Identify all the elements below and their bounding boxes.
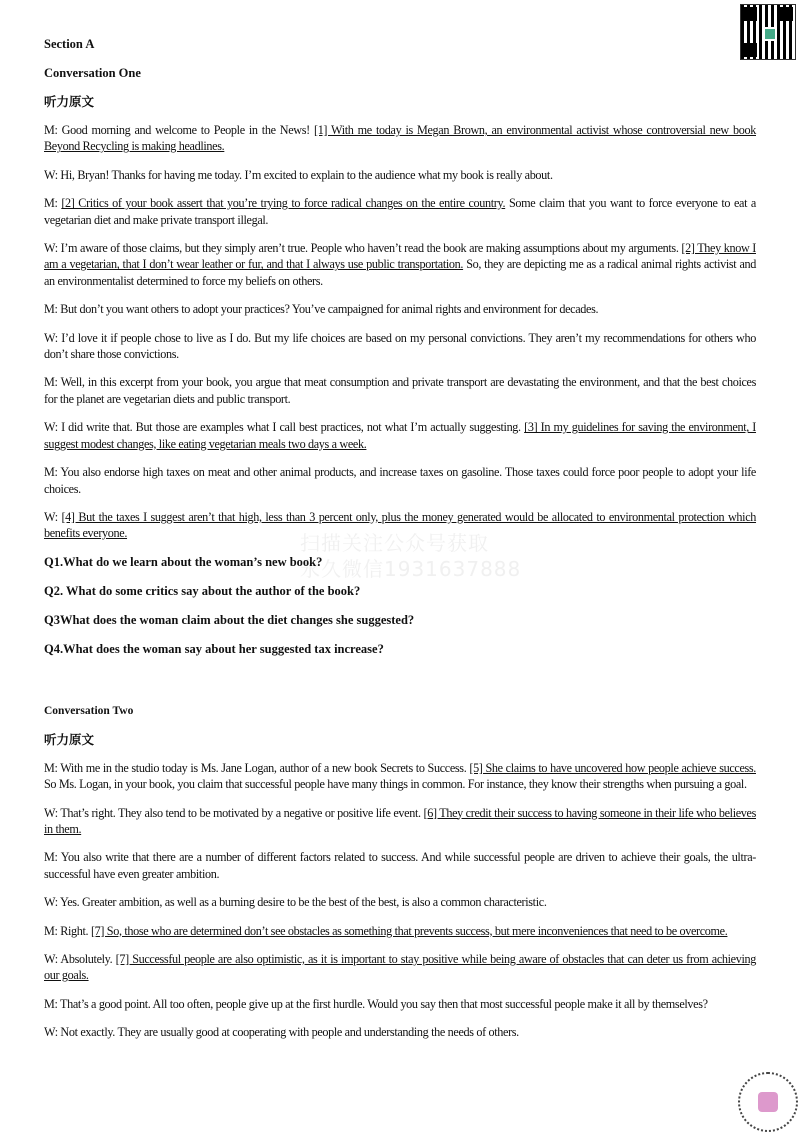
c2-paragraph-7: M: That’s a good point. All too often, people give up at the first hurdle. Would you say then that most successful people make it all by themselves? [44, 996, 708, 1011]
c2-paragraph-5: M: Right. [7] So, those who are determined don’t see obstacles as something that prevents success, but mere inconveniences that need to be overcome. [44, 923, 728, 938]
document-body [44, 36, 756, 1041]
c1-paragraph-6: W: I’d love it if people chose to live as I do. But my life choices are based on my personal convictions. They aren’t my recommendations for others who don’t share those convictions. [44, 330, 756, 362]
conversation-two-title: Conversation Two [44, 704, 134, 717]
c1-paragraph-10: W: [4] But the taxes I suggest aren’t that high, less than 3 percent only, plus the money generated would be allocated to environmental protection which benefits everyone. [44, 509, 757, 541]
c2-paragraph-1: M: With me in the studio today is Ms. Jane Logan, author of a new book Secrets to Success. [5] She claims to have uncovered how people achieve success. So Ms. Logan, in your book, you claim that successful people have many things in common. For instance, they know their strengths when pursuing a goal. [44, 760, 756, 792]
question-1: Q1.What do we learn about the woman’s new book? [44, 554, 323, 569]
c2-paragraph-4: W: Yes. Greater ambition, as well as a burning desire to be the best of the best, is also a common characteristic. [44, 895, 547, 910]
section-heading: Section A [44, 37, 95, 51]
c1-paragraph-2: W: Hi, Bryan! Thanks for having me today. I’m excited to explain to the audience what my book is really about. [44, 167, 553, 182]
c1-paragraph-3: M: [2] Critics of your book assert that you’re trying to force radical changes on the entire country. Some claim that you want to force everyone to eat a vegetarian diet and make private transport illegal. [44, 196, 756, 227]
question-2: Q2. What do some critics say about the author of the book? [44, 583, 361, 598]
mini-program-code [738, 1072, 798, 1132]
conversation-one-title: Conversation One [44, 66, 141, 80]
question-3: Q3What does the woman claim about the diet changes she suggested? [44, 612, 415, 627]
transcript-label-2: 听力原文 [44, 732, 95, 747]
c1-paragraph-5: M: But don’t you want others to adopt your practices? You’ve campaigned for animal rights and environment for decades. [44, 302, 599, 317]
c2-paragraph-8: W: Not exactly. They are usually good at cooperating with people and understanding the needs of others. [44, 1025, 519, 1040]
c2-paragraph-6: W: Absolutely. [7] Successful people are also optimistic, as it is important to stay positive while being aware of obstacles that can deter us from achieving our goals. [44, 951, 756, 983]
c1-paragraph-1: M: Good morning and welcome to People in the News! [1] With me today is Megan Brown, an environmental activist whose controversial new book Beyond Recycling is making headlines. [44, 123, 756, 154]
c2-paragraph-2: W: That’s right. They also tend to be motivated by a negative or positive life event. [6] They credit their success to having someone in their life who believes in them. [44, 805, 756, 836]
c1-paragraph-9: M: You also endorse high taxes on meat and other animal products, and increase taxes on gasoline. Those taxes could force poor people to adopt your life choices. [44, 465, 756, 496]
c1-paragraph-8: W: I did write that. But those are examples what I call best practices, not what I’m actually suggesting. [3] In my guidelines for saving the environment, I suggest modest changes, like eating vegetarian meals two days a week. [44, 420, 757, 451]
question-4: Q4.What does the woman say about her suggested tax increase? [44, 641, 384, 656]
c2-paragraph-3: M: You also write that there are a number of different factors related to success. And while successful people are driven to achieve their goals, the ultra-successful have even greater ambition. [44, 850, 756, 881]
transcript-label-1: 听力原文 [44, 95, 95, 109]
watermark-line1: 扫描关注公众号获取 [300, 531, 489, 555]
c1-paragraph-7: M: Well, in this excerpt from your book, you argue that meat consumption and private transport are devastating the environment, and that the best choices for the planet are vegetarian diets and public transport. [44, 375, 756, 406]
watermark-line2: 永久微信1931637888 [300, 557, 522, 581]
c1-paragraph-4: W: I’m aware of those claims, but they simply aren’t true. People who haven’t read the book are making assumptions about my arguments. [2] They know I am a vegetarian, that I don’t wear leather or fur, and that I always use public transportation. So, they are depicting me as a radical animal rights activist and an environmentalist determined to force my beliefs on others. [44, 241, 756, 288]
